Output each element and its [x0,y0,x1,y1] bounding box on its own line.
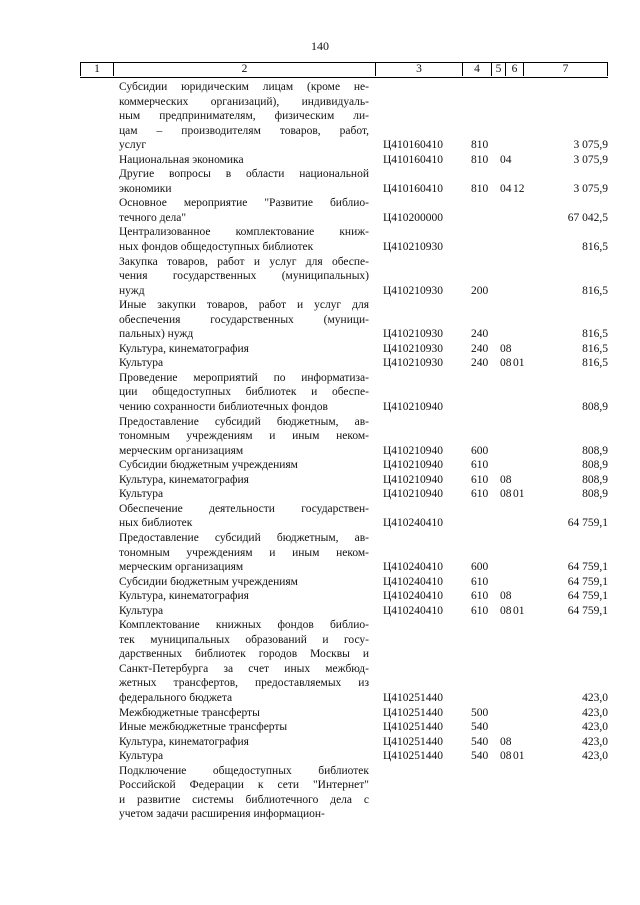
row-description [119,415,369,459]
table-row [80,167,608,196]
description-line: Культура, кинематография [119,735,249,748]
row-amount: 808,9 [582,459,608,472]
page-number: 140 [311,39,329,53]
row-subsection: 01 [513,750,525,763]
description-line: учетом задачи расширения информацион- [119,808,325,821]
row-code: Ц410251440 [383,721,444,734]
table-row [80,575,608,590]
row-description [119,487,369,502]
budget-table-body [80,80,608,822]
row-expense-type: 540 [471,721,489,734]
row-code: Ц410251440 [383,706,444,719]
row-amount: 3 075,9 [573,139,608,152]
description-line: тономным учреждениям и иным неком- [119,430,369,443]
row-description [119,720,369,735]
row-code: Ц410210930 [383,241,444,254]
description-line: Культура, кинематография [119,342,249,355]
header-col-1: 1 [80,63,113,76]
row-amount: 816,5 [582,284,608,297]
row-description [119,225,369,254]
row-expense-type: 610 [471,575,489,588]
row-code: Ц410160410 [383,153,444,166]
description-line: Культура [119,750,164,763]
row-expense-type: 600 [471,561,489,574]
row-section: 04 [500,182,512,195]
table-row [80,487,608,502]
row-section: 08 [500,750,512,763]
row-description [119,502,369,531]
row-subsection: 01 [513,604,525,617]
row-expense-type: 200 [471,284,489,297]
row-description [119,298,369,342]
table-row [80,706,608,721]
description-line: Межбюджетные трансферты [119,706,260,719]
row-description [119,371,369,415]
row-expense-type: 240 [471,357,489,370]
row-description [119,706,369,721]
description-line: Санкт-Петербурга за счет иных межбюд- [119,662,369,675]
row-amount: 808,9 [582,444,608,457]
row-expense-type: 610 [471,604,489,617]
row-code: Ц410160410 [383,182,444,195]
description-line: Культура, кинематография [119,473,249,486]
description-line: Централизованное комплектование книж- [119,226,369,239]
row-subsection: 01 [513,357,525,370]
description-line: жетных трансфертов, предоставляемых из [119,677,369,690]
row-description [119,749,369,764]
row-expense-type: 240 [471,328,489,341]
description-line: Закупка товаров, работ и услуг для обеспе- [119,255,369,268]
description-line: обеспечения государственных (муници- [119,313,369,326]
table-row [80,531,608,575]
table-row [80,764,608,822]
description-line: Культура [119,488,164,501]
row-expense-type: 540 [471,735,489,748]
row-description [119,255,369,299]
row-amount: 816,5 [582,342,608,355]
table-row [80,735,608,750]
row-code: Ц410210940 [383,444,444,457]
table-row [80,415,608,459]
table-row [80,604,608,619]
description-line: мерческим организациям [119,444,244,457]
description-line: Подключение общедоступных библиотек [119,764,369,777]
row-expense-type: 610 [471,473,489,486]
row-description [119,167,369,196]
description-line: услуг [119,139,147,152]
table-row [80,80,608,153]
row-amount: 808,9 [582,401,608,414]
row-description [119,356,369,371]
row-code: Ц410210930 [383,328,444,341]
description-line: Национальная экономика [119,153,244,166]
description-line: экономики [119,182,172,195]
row-section: 08 [500,488,512,501]
row-expense-type: 240 [471,342,489,355]
description-line: цам – производителям товаров, работ, [119,124,369,137]
row-description [119,735,369,750]
row-code: Ц410251440 [383,691,444,704]
row-expense-type: 610 [471,488,489,501]
table-row [80,225,608,254]
row-code: Ц410240410 [383,517,444,530]
row-code: Ц410240410 [383,604,444,617]
row-code: Ц410251440 [383,735,444,748]
description-line: Субсидии бюджетным учреждениям [119,459,298,472]
row-code: Ц410240410 [383,590,444,603]
description-line: ных фондов общедоступных библиотек [119,241,314,254]
row-expense-type: 610 [471,590,489,603]
header-col-2: 2 [113,63,375,76]
row-section: 08 [500,342,512,355]
row-code: Ц410210930 [383,342,444,355]
description-line: дарственных библиотек городов Москвы и [119,648,369,661]
row-code: Ц410251440 [383,750,444,763]
row-amount: 423,0 [582,706,608,719]
row-amount: 64 759,1 [567,604,608,617]
row-section: 08 [500,735,512,748]
table-row [80,196,608,225]
row-description [119,153,369,168]
table-row [80,502,608,531]
row-expense-type: 500 [471,706,489,719]
row-expense-type: 600 [471,444,489,457]
row-description [119,196,369,225]
table-row [80,589,608,604]
description-line: Культура [119,604,164,617]
row-code: Ц410160410 [383,139,444,152]
row-description [119,458,369,473]
row-section: 08 [500,590,512,603]
row-subsection: 12 [513,182,525,195]
row-section: 08 [500,604,512,617]
row-description [119,604,369,619]
row-section: 08 [500,357,512,370]
description-line: Культура [119,357,164,370]
description-line: Предоставление субсидий бюджетным, ав- [119,415,369,428]
table-row [80,255,608,299]
row-amount: 64 759,1 [567,517,608,530]
description-line: Комплектование книжных фондов библио- [119,619,369,632]
description-line: ных библиотек [119,517,193,530]
header-col-4: 4 [462,63,491,76]
row-expense-type: 810 [471,139,489,152]
row-code: Ц410200000 [383,211,444,224]
row-amount: 816,5 [582,357,608,370]
row-description [119,764,369,822]
table-row [80,342,608,357]
table-row [80,356,608,371]
description-line: федерального бюджета [119,691,233,704]
row-expense-type: 810 [471,153,489,166]
description-line: коммерческих организаций), индивидуаль- [119,95,369,108]
row-description [119,342,369,357]
row-amount: 3 075,9 [573,182,608,195]
row-amount: 67 042,5 [567,211,608,224]
row-code: Ц410240410 [383,575,444,588]
row-description [119,618,369,705]
table-row [80,371,608,415]
description-line: мерческим организациям [119,561,244,574]
row-amount: 64 759,1 [567,561,608,574]
description-line: Субсидии юридическим лицам (кроме не- [119,81,369,93]
row-description [119,589,369,604]
row-amount: 64 759,1 [567,575,608,588]
table-row [80,720,608,735]
row-code: Ц410240410 [383,561,444,574]
header-col-7: 7 [523,63,608,76]
description-line: тономным учреждениям и иным неком- [119,546,369,559]
header-col-3: 3 [375,63,462,76]
row-description [119,473,369,488]
description-line: Иные закупки товаров, работ и услуг для [119,299,369,312]
table-header [80,62,608,78]
table-row [80,473,608,488]
row-amount: 816,5 [582,328,608,341]
description-line: чения государственных (муниципальных) [119,270,369,283]
description-line: Культура, кинематография [119,590,249,603]
row-section: 08 [500,473,512,486]
table-row [80,153,608,168]
description-line: Российской Федерации к сети "Интернет" [119,779,369,792]
row-expense-type: 540 [471,750,489,763]
row-amount: 423,0 [582,735,608,748]
description-line: Проведение мероприятий по информатиза- [119,371,369,384]
row-amount: 423,0 [582,691,608,704]
row-amount: 816,5 [582,241,608,254]
description-line: Другие вопросы в области национальной [119,168,369,181]
row-amount: 423,0 [582,750,608,763]
header-col-5: 5 [491,63,505,76]
description-line: пальных) нужд [119,328,194,341]
row-amount: 64 759,1 [567,590,608,603]
row-amount: 808,9 [582,473,608,486]
description-line: Иные межбюджетные трансферты [119,721,288,734]
description-line: Субсидии бюджетным учреждениям [119,575,298,588]
row-code: Ц410210940 [383,459,444,472]
row-description [119,80,369,153]
description-line: Основное мероприятие "Развитие библио- [119,197,369,210]
row-section: 04 [500,153,512,166]
header-col-6: 6 [505,63,523,76]
table-row [80,749,608,764]
description-line: нужд [119,284,145,297]
row-subsection: 01 [513,488,525,501]
row-description [119,575,369,590]
row-amount: 423,0 [582,721,608,734]
row-description [119,531,369,575]
description-line: ции общедоступных библиотек и обеспе- [119,386,369,399]
table-row [80,458,608,473]
row-code: Ц410210930 [383,357,444,370]
description-line: течного дела" [119,211,187,224]
row-amount: 3 075,9 [573,153,608,166]
row-code: Ц410210940 [383,473,444,486]
description-line: ным предпринимателям, физическим ли- [119,110,369,123]
row-code: Ц410210930 [383,284,444,297]
table-row [80,298,608,342]
row-amount: 808,9 [582,488,608,501]
description-line: чению сохранности библиотечных фондов [119,401,328,414]
row-expense-type: 810 [471,182,489,195]
row-code: Ц410210940 [383,488,444,501]
row-expense-type: 610 [471,459,489,472]
description-line: и развитие системы библиотечного дела с [119,793,369,806]
description-line: тек муниципальных образований и госу- [119,633,369,646]
description-line: Предоставление субсидий бюджетным, ав- [119,531,369,544]
table-row [80,618,608,705]
row-code: Ц410210940 [383,401,444,414]
description-line: Обеспечение деятельности государствен- [119,502,369,515]
